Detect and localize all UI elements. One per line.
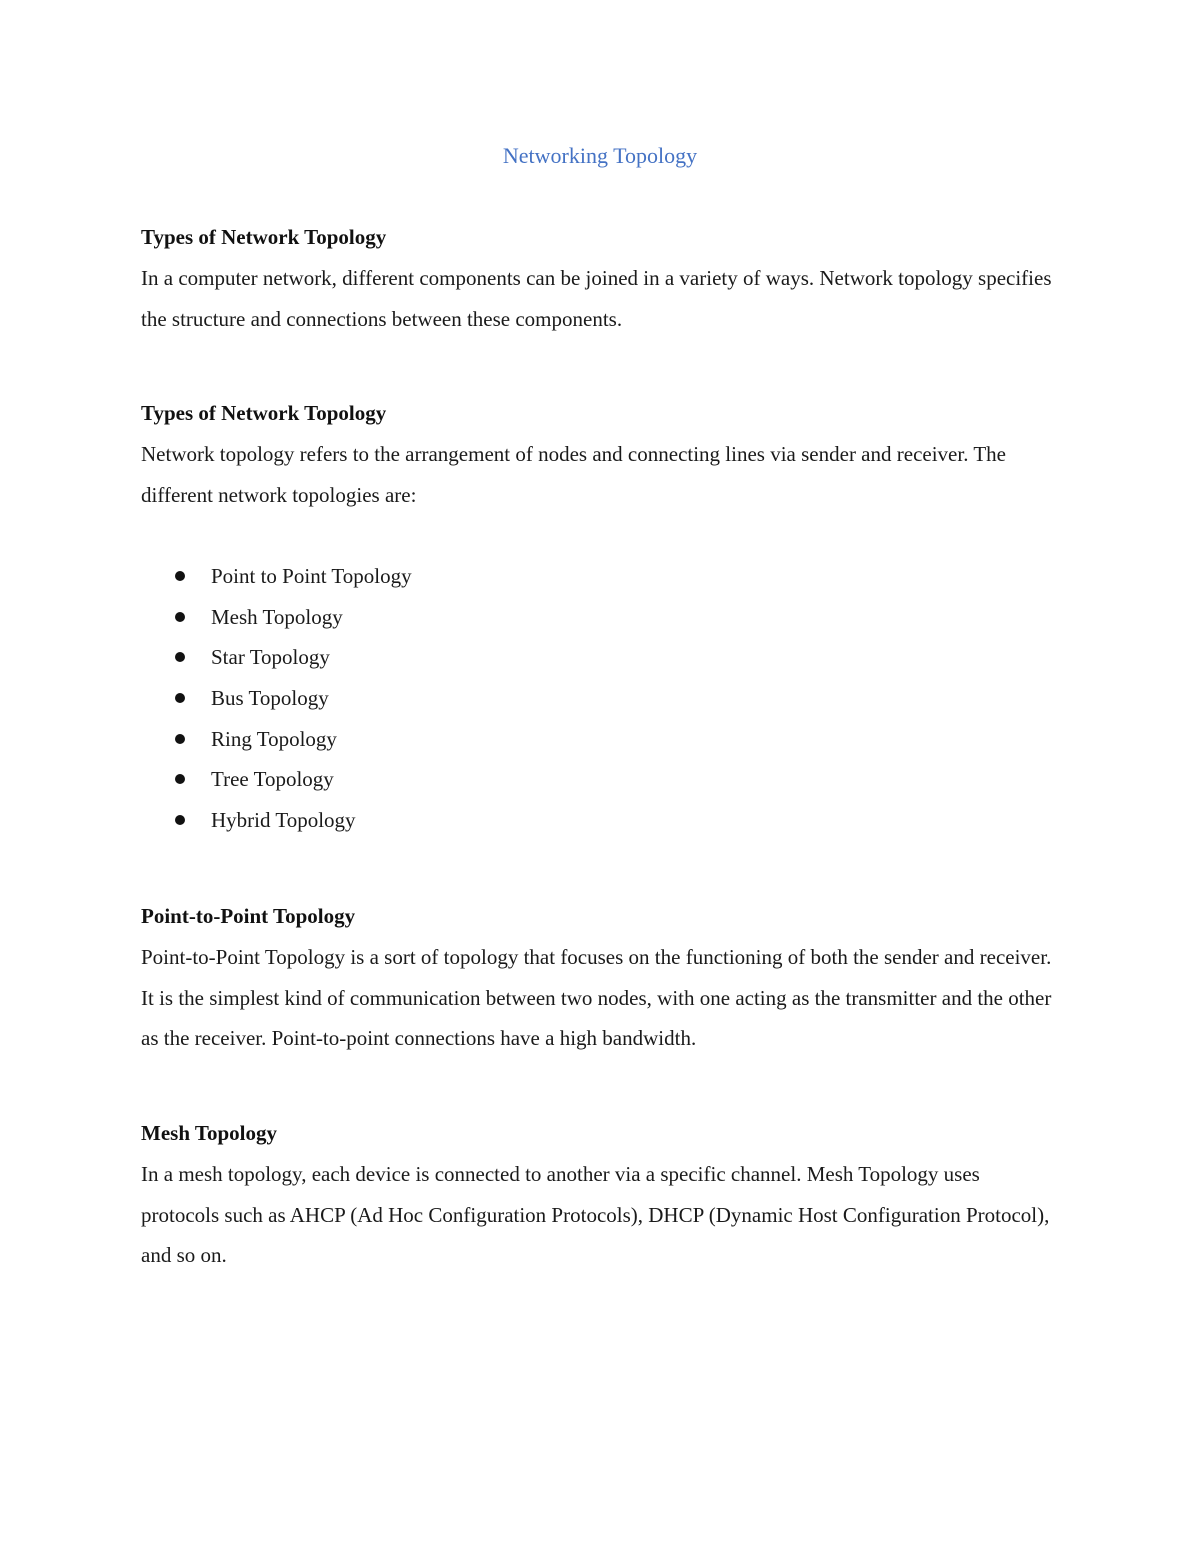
list-item-label: Point to Point Topology (211, 564, 412, 588)
section-body-mesh: In a mesh topology, each device is connected to another via a specific channel. Mesh Topology uses protocols such as AHCP (Ad Hoc Configuration Protocols), DHCP (Dynamic Host Configuration Protocol), and so on. (141, 1162, 1050, 1267)
bullet-icon (175, 815, 185, 825)
bullet-icon (175, 734, 185, 744)
bullet-icon (175, 652, 185, 662)
bullet-icon (175, 774, 185, 784)
list-item-label: Star Topology (211, 645, 330, 670)
section-heading-types-1: Types of Network Topology (141, 225, 387, 249)
section-heading-mesh: Mesh Topology (141, 1121, 277, 1145)
list-item-label: Mesh Topology (211, 604, 343, 629)
list-item-label: Bus Topology (211, 686, 329, 711)
section-body-point-to-point: Point-to-Point Topology is a sort of topology that focuses on the functioning of both the sender and receiver. It is the simplest kind of communication between two nodes, with one acting as the transmitter and the other as the receiver. Point-to-point connections have a high bandwidth. (141, 945, 1052, 1050)
section-body-types-1: In a computer network, different components can be joined in a variety of ways. Network topology specifies the structure and connections between these components. (141, 266, 1052, 331)
list-item-label: Ring Topology (211, 726, 337, 751)
section-body-types-2: Network topology refers to the arrangement of nodes and connecting lines via sender and receiver. The different network topologies are: (141, 442, 1006, 507)
bullet-icon (175, 612, 185, 622)
list-item-label: Hybrid Topology (211, 808, 356, 833)
bullet-icon (175, 571, 185, 581)
section-heading-types-2: Types of Network Topology (141, 401, 387, 425)
document-title: Networking Topology (502, 143, 698, 168)
section-heading-point-to-point: Point-to-Point Topology (141, 904, 356, 928)
bullet-icon (175, 693, 185, 703)
list-item-label: Tree Topology (211, 767, 334, 792)
